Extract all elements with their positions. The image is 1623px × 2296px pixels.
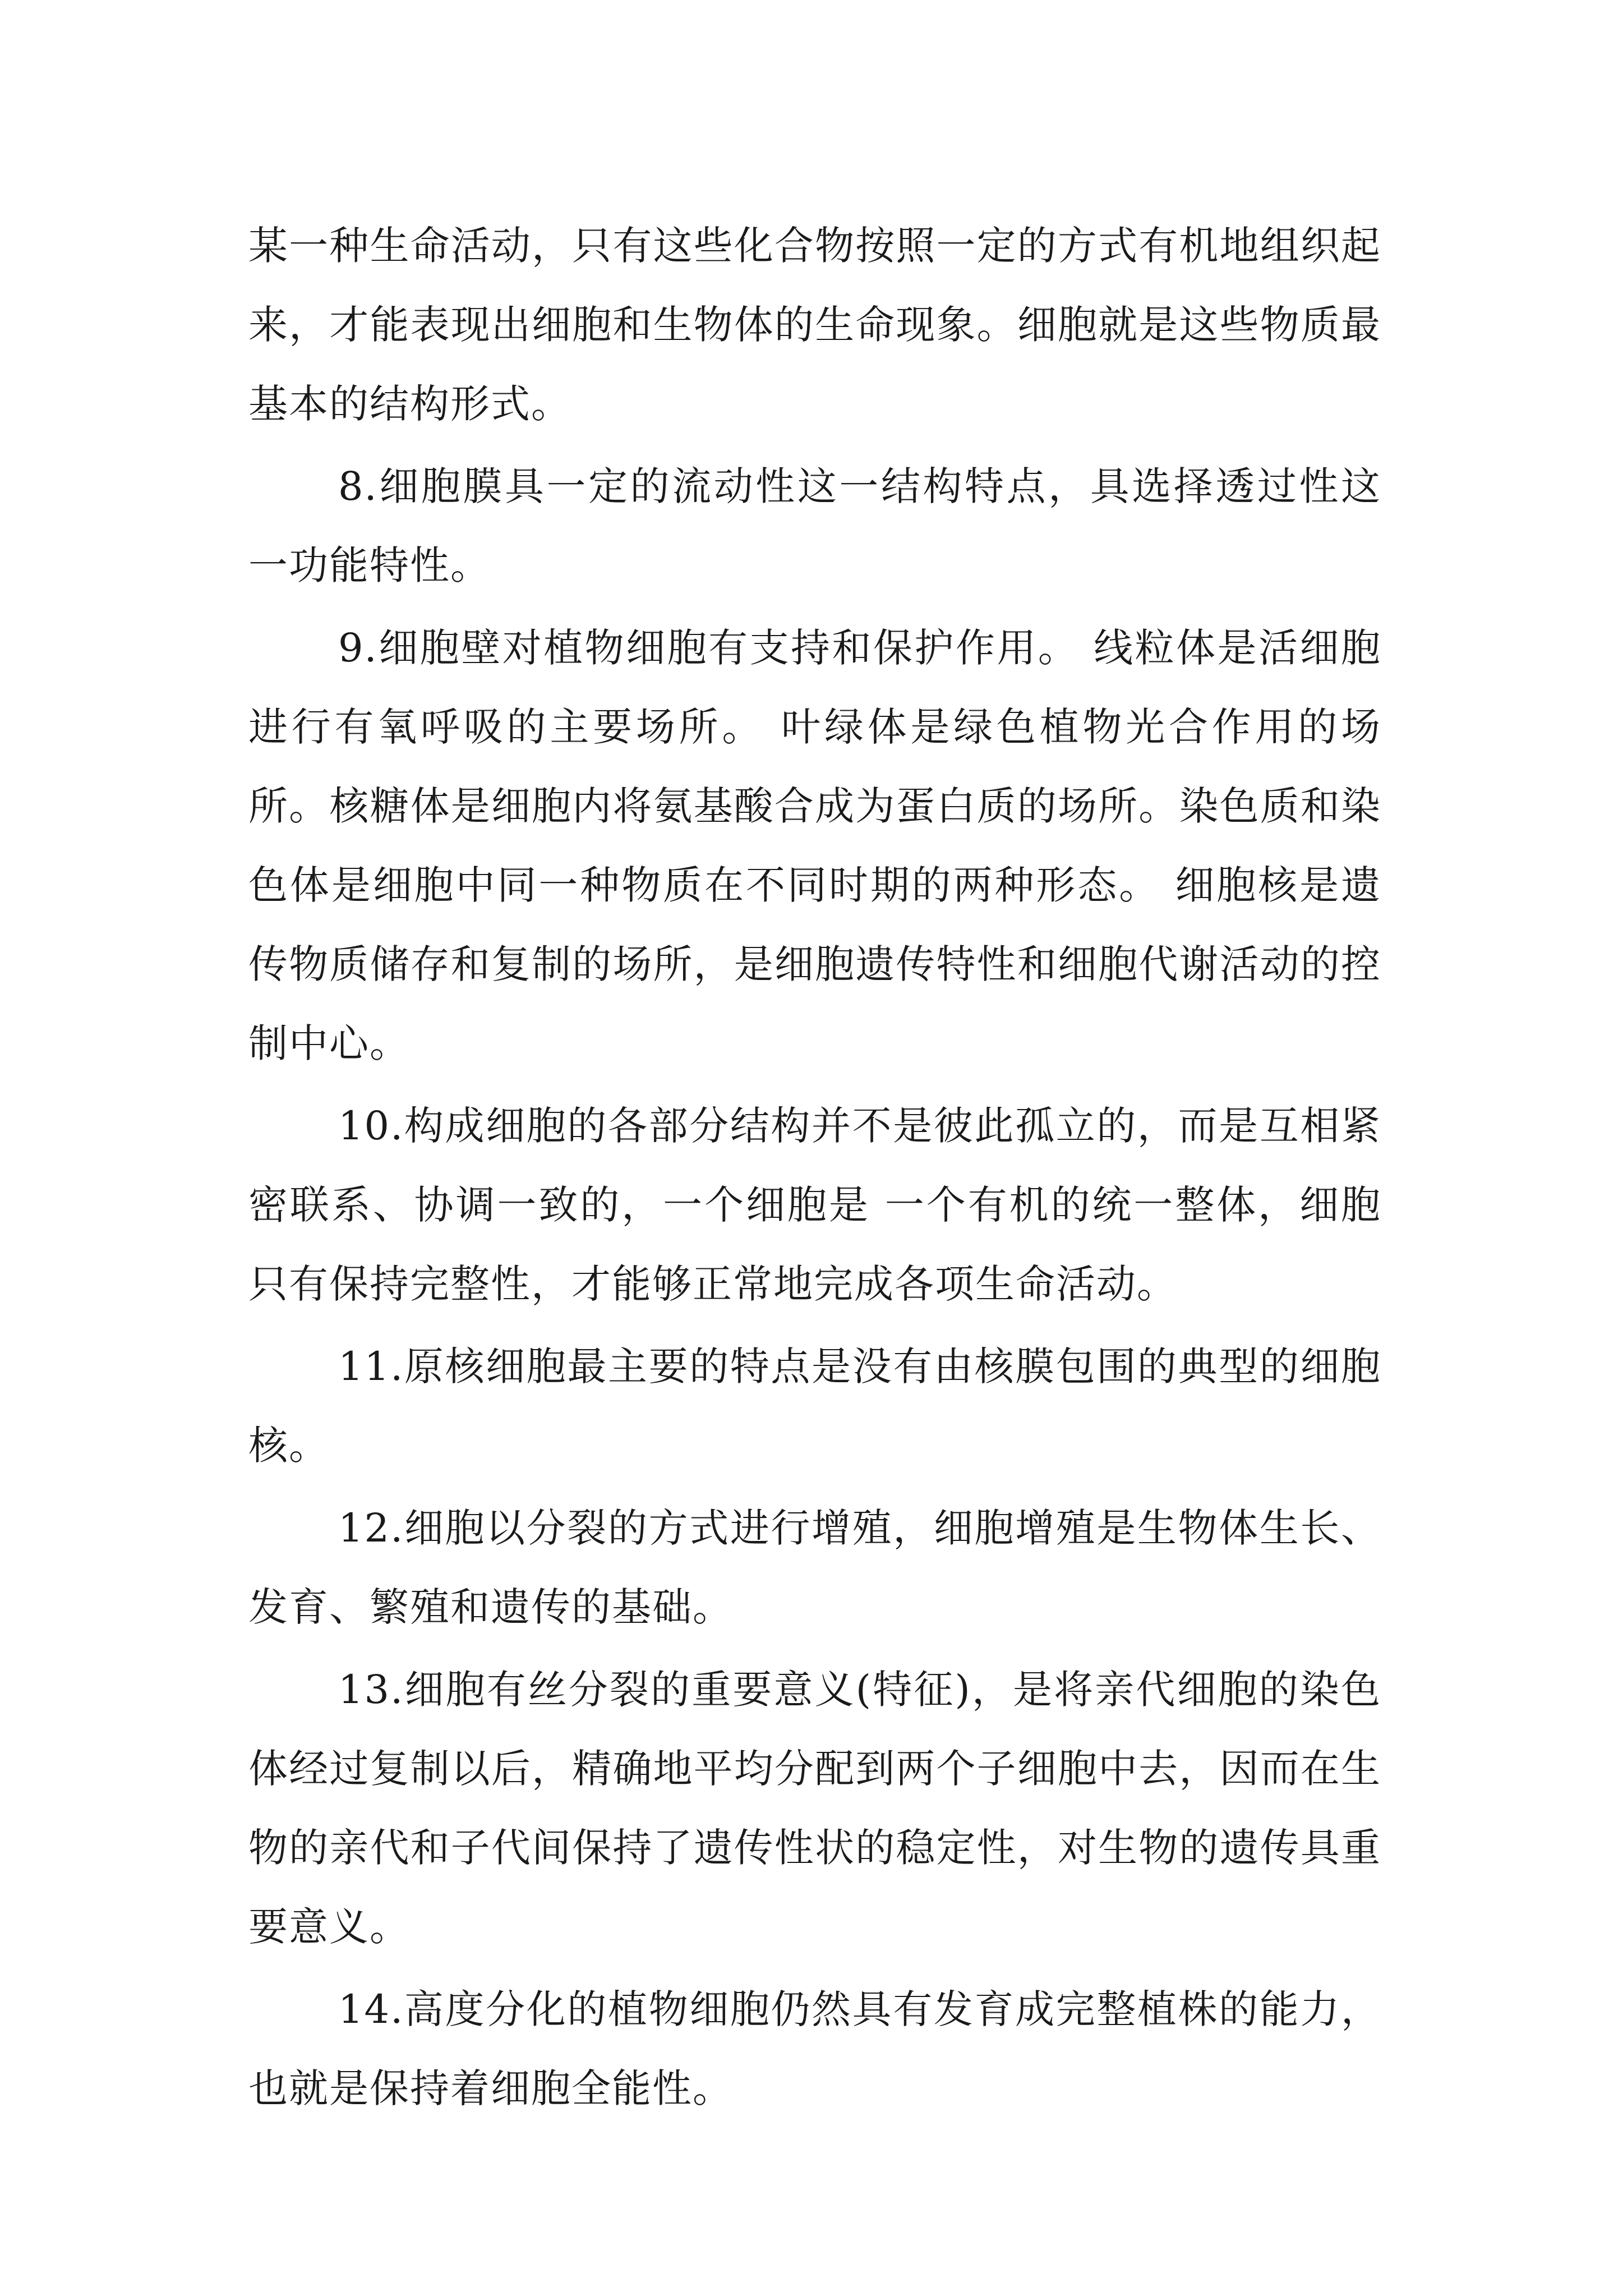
paragraph-item-8: 8.细胞膜具一定的流动性这一结构特点，具选择透过性这一功能特性。 [248,463,1381,588]
paragraph-item-11: 11.原核细胞最主要的特点是没有由核膜包围的典型的细胞核。 [248,1343,1381,1469]
paragraph-item-12: 12.细胞以分裂的方式进行增殖，细胞增殖是生物体生长、发育、繁殖和遗传的基础。 [248,1505,1381,1630]
document-body [248,206,1381,2132]
paragraph-item-14: 14.高度分化的植物细胞仍然具有发育成完整植株的能力，也就是保持着细胞全能性。 [248,1986,1381,2111]
paragraph-continuation: 某一种生命活动，只有这些化合物按照一定的方式有机地组织起来，才能表现出细胞和生物体的生命现象。细胞就是这些物质最基本的结构形式。 [248,223,1381,427]
paragraph-item-10: 10.构成细胞的各部分结构并不是彼此孤立的，而是互相紧密联系、协调一致的，一个细胞是 一个有机的统一整体，细胞只有保持完整性，才能够正常地完成各项生命活动。 [248,1103,1381,1307]
paragraph-item-9: 9.细胞壁对植物细胞有支持和保护作用。 线粒体是活细胞进行有氧呼吸的主要场所。 叶绿体是绿色植物光合作用的场所。核糖体是细胞内将氨基酸合成为蛋白质的场所。染色质和染色体是细胞中同一种物质在不同时期的两种形态。 细胞核是遗传物质储存和复制的场所，是细胞遗传特性和细胞代谢活动的控制中心。 [248,625,1381,1066]
paragraph-item-13: 13.细胞有丝分裂的重要意义(特征)，是将亲代细胞的染色体经过复制以后，精确地平均分配到两个子细胞中去，因而在生物的亲代和子代间保持了遗传性状的稳定性，对生物的遗传具重要意义。 [248,1667,1381,1950]
